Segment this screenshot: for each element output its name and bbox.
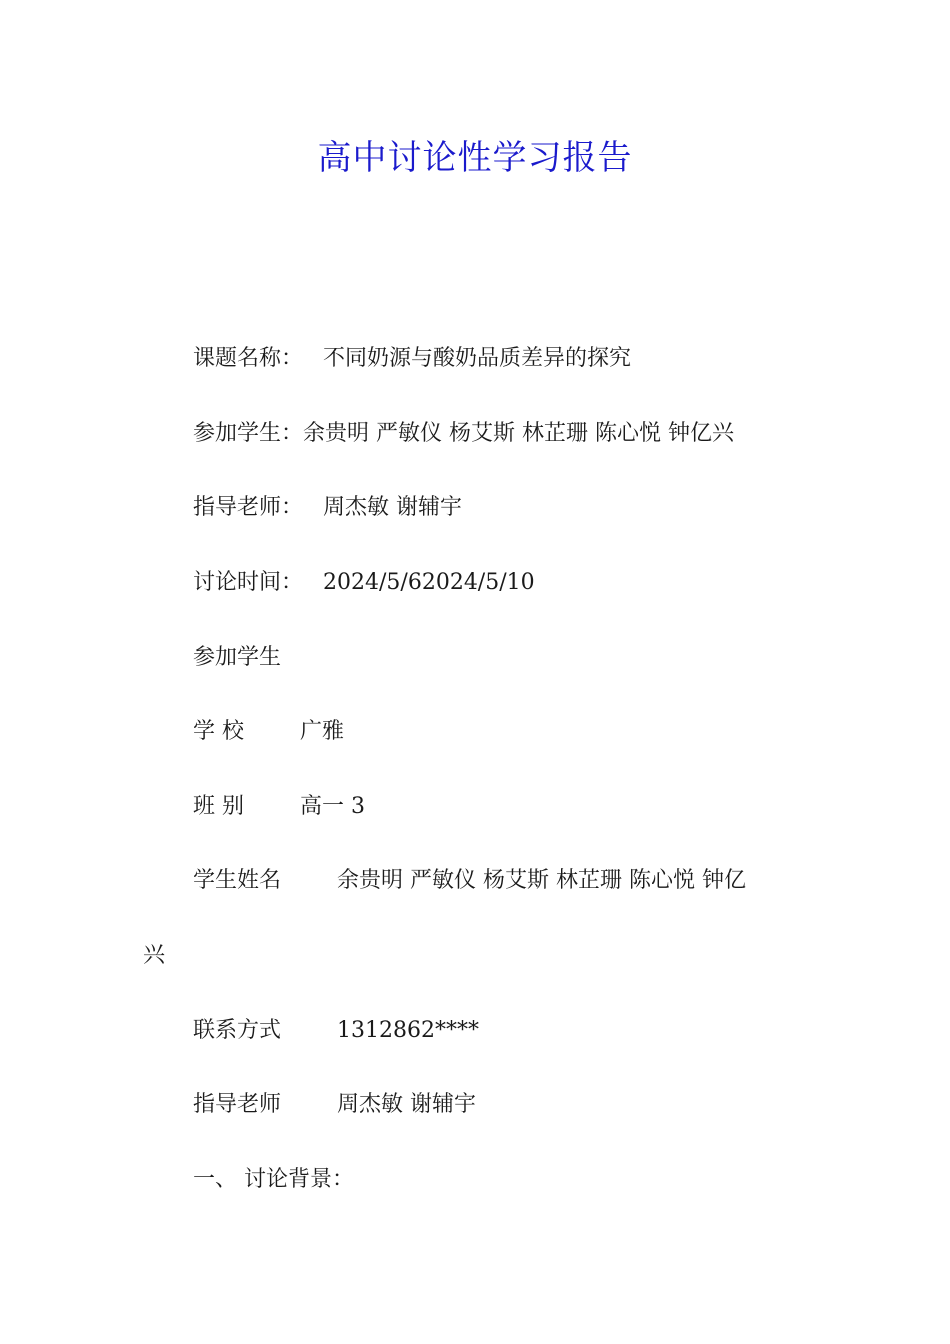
document-title: 高中讨论性学习报告 — [317, 138, 633, 178]
students-value: 余贵明 严敏仪 杨艾斯 林芷珊 陈心悦 钟亿兴 — [303, 421, 734, 446]
class-line — [193, 792, 365, 822]
section-heading: 参加学生 — [193, 645, 282, 670]
contact-value: 1312862**** — [337, 1018, 479, 1043]
names-line — [193, 866, 746, 896]
advisor-value: 周杰敏 谢辅宇 — [337, 1092, 476, 1117]
contact-line — [193, 1016, 479, 1046]
school-label: 学 校 — [193, 719, 244, 744]
students-label: 参加学生： — [193, 421, 304, 446]
time-label: 讨论时间： — [193, 570, 304, 595]
time-value: 2024/5/62024/5/10 — [323, 570, 535, 595]
names-value: 余贵明 严敏仪 杨艾斯 林芷珊 陈心悦 钟亿 — [337, 868, 746, 893]
school-value: 广雅 — [300, 719, 345, 744]
names-value-tail: 兴 — [143, 943, 166, 968]
students-line — [193, 419, 734, 449]
class-value: 高一 3 — [300, 794, 365, 819]
section-one-heading: 一、 讨论背景： — [193, 1167, 354, 1192]
topic-label: 课题名称： — [193, 346, 304, 371]
topic-line — [193, 344, 631, 374]
names-label: 学生姓名 — [193, 868, 282, 893]
topic-value: 不同奶源与酸奶品质差异的探究 — [323, 346, 632, 371]
school-line — [193, 717, 344, 747]
advisor-label: 指导老师 — [193, 1092, 282, 1117]
advisor-line — [193, 1090, 476, 1120]
time-line — [193, 568, 535, 598]
advisors-line — [193, 493, 462, 523]
class-label: 班 别 — [193, 794, 244, 819]
contact-label: 联系方式 — [193, 1018, 282, 1043]
advisors-value: 周杰敏 谢辅宇 — [323, 495, 463, 520]
advisors-label: 指导老师： — [193, 495, 304, 520]
